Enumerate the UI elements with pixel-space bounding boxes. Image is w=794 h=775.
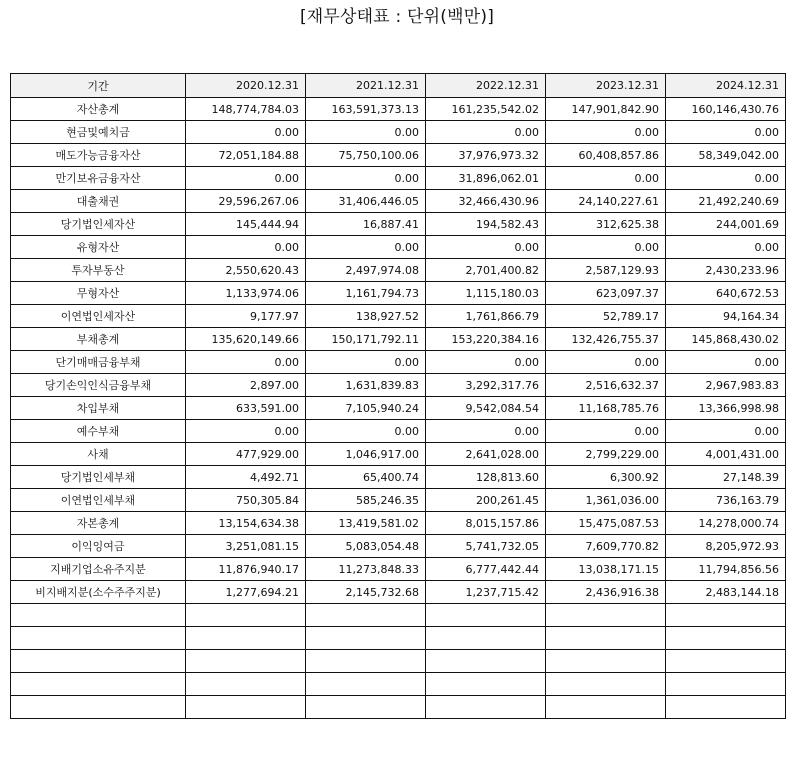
value-cell xyxy=(666,696,786,719)
value-cell: 585,246.35 xyxy=(306,489,426,512)
value-cell: 3,292,317.76 xyxy=(426,374,546,397)
value-cell xyxy=(306,650,426,673)
value-cell: 145,868,430.02 xyxy=(666,328,786,351)
value-cell: 13,154,634.38 xyxy=(186,512,306,535)
value-cell: 14,278,000.74 xyxy=(666,512,786,535)
row-label: 유형자산 xyxy=(11,236,186,259)
row-label xyxy=(11,604,186,627)
value-cell: 8,205,972.93 xyxy=(666,535,786,558)
table-row xyxy=(11,604,786,627)
row-label: 비지배지분(소수주주지분) xyxy=(11,581,186,604)
row-label: 자산총계 xyxy=(11,98,186,121)
value-cell xyxy=(306,673,426,696)
value-cell: 2,145,732.68 xyxy=(306,581,426,604)
value-cell: 153,220,384.16 xyxy=(426,328,546,351)
table-row xyxy=(11,443,786,466)
value-cell: 13,419,581.02 xyxy=(306,512,426,535)
value-cell xyxy=(426,627,546,650)
value-cell: 0.00 xyxy=(666,351,786,374)
table-body xyxy=(11,98,786,719)
value-cell: 32,466,430.96 xyxy=(426,190,546,213)
value-cell: 1,046,917.00 xyxy=(306,443,426,466)
value-cell: 24,140,227.61 xyxy=(546,190,666,213)
table-row xyxy=(11,696,786,719)
value-cell: 94,164.34 xyxy=(666,305,786,328)
row-label: 매도가능금융자산 xyxy=(11,144,186,167)
row-label: 이연법인세자산 xyxy=(11,305,186,328)
value-cell xyxy=(546,627,666,650)
row-label: 부채총계 xyxy=(11,328,186,351)
value-cell xyxy=(306,627,426,650)
value-cell xyxy=(546,696,666,719)
table-row xyxy=(11,305,786,328)
value-cell: 244,001.69 xyxy=(666,213,786,236)
value-cell: 72,051,184.88 xyxy=(186,144,306,167)
value-cell: 75,750,100.06 xyxy=(306,144,426,167)
table-row xyxy=(11,351,786,374)
value-cell: 312,625.38 xyxy=(546,213,666,236)
header-row xyxy=(11,74,786,98)
value-cell: 0.00 xyxy=(666,236,786,259)
value-cell: 2,516,632.37 xyxy=(546,374,666,397)
table-row xyxy=(11,512,786,535)
value-cell xyxy=(186,673,306,696)
value-cell xyxy=(546,604,666,627)
value-cell: 6,777,442.44 xyxy=(426,558,546,581)
row-label: 만기보유금융자산 xyxy=(11,167,186,190)
value-cell xyxy=(186,604,306,627)
value-cell xyxy=(186,650,306,673)
value-cell: 148,774,784.03 xyxy=(186,98,306,121)
row-label: 당기손익인식금융부채 xyxy=(11,374,186,397)
balance-sheet-table xyxy=(10,73,786,719)
value-cell: 2,430,233.96 xyxy=(666,259,786,282)
value-cell: 0.00 xyxy=(666,420,786,443)
row-label: 이익잉여금 xyxy=(11,535,186,558)
value-cell xyxy=(546,673,666,696)
row-label: 사채 xyxy=(11,443,186,466)
value-cell: 11,273,848.33 xyxy=(306,558,426,581)
table-row xyxy=(11,627,786,650)
row-label xyxy=(11,696,186,719)
value-cell: 2,483,144.18 xyxy=(666,581,786,604)
row-label: 당기법인세자산 xyxy=(11,213,186,236)
value-cell: 0.00 xyxy=(426,351,546,374)
value-cell: 58,349,042.00 xyxy=(666,144,786,167)
value-cell xyxy=(306,696,426,719)
table-row xyxy=(11,213,786,236)
table-row xyxy=(11,650,786,673)
value-cell: 16,887.41 xyxy=(306,213,426,236)
value-cell: 6,300.92 xyxy=(546,466,666,489)
table-row xyxy=(11,328,786,351)
value-cell: 2,641,028.00 xyxy=(426,443,546,466)
value-cell: 1,277,694.21 xyxy=(186,581,306,604)
value-cell: 11,168,785.76 xyxy=(546,397,666,420)
row-label: 당기법인세부채 xyxy=(11,466,186,489)
year-header: 2021.12.31 xyxy=(306,74,426,98)
value-cell: 0.00 xyxy=(546,420,666,443)
value-cell: 2,587,129.93 xyxy=(546,259,666,282)
table-row xyxy=(11,144,786,167)
value-cell: 21,492,240.69 xyxy=(666,190,786,213)
value-cell: 2,897.00 xyxy=(186,374,306,397)
value-cell: 138,927.52 xyxy=(306,305,426,328)
value-cell: 750,305.84 xyxy=(186,489,306,512)
table-row xyxy=(11,489,786,512)
value-cell: 0.00 xyxy=(186,236,306,259)
row-label xyxy=(11,627,186,650)
value-cell: 2,701,400.82 xyxy=(426,259,546,282)
value-cell: 0.00 xyxy=(426,121,546,144)
value-cell xyxy=(426,650,546,673)
table-row xyxy=(11,282,786,305)
value-cell xyxy=(666,650,786,673)
row-label xyxy=(11,650,186,673)
table-row xyxy=(11,673,786,696)
value-cell xyxy=(666,604,786,627)
table-row xyxy=(11,190,786,213)
table-row xyxy=(11,397,786,420)
value-cell xyxy=(666,627,786,650)
value-cell: 0.00 xyxy=(186,121,306,144)
value-cell: 0.00 xyxy=(666,121,786,144)
value-cell: 1,133,974.06 xyxy=(186,282,306,305)
year-header: 2020.12.31 xyxy=(186,74,306,98)
value-cell: 163,591,373.13 xyxy=(306,98,426,121)
row-label xyxy=(11,673,186,696)
value-cell: 31,896,062.01 xyxy=(426,167,546,190)
value-cell: 0.00 xyxy=(186,420,306,443)
value-cell: 37,976,973.32 xyxy=(426,144,546,167)
value-cell: 5,741,732.05 xyxy=(426,535,546,558)
value-cell: 128,813.60 xyxy=(426,466,546,489)
table-row xyxy=(11,121,786,144)
value-cell: 2,550,620.43 xyxy=(186,259,306,282)
table-row xyxy=(11,535,786,558)
value-cell xyxy=(666,673,786,696)
value-cell: 52,789.17 xyxy=(546,305,666,328)
row-label: 투자부동산 xyxy=(11,259,186,282)
value-cell: 0.00 xyxy=(186,351,306,374)
value-cell xyxy=(186,627,306,650)
value-cell: 13,366,998.98 xyxy=(666,397,786,420)
value-cell: 0.00 xyxy=(306,420,426,443)
value-cell: 0.00 xyxy=(306,121,426,144)
value-cell: 736,163.79 xyxy=(666,489,786,512)
year-header: 2024.12.31 xyxy=(666,74,786,98)
value-cell: 15,475,087.53 xyxy=(546,512,666,535)
value-cell: 5,083,054.48 xyxy=(306,535,426,558)
value-cell: 150,171,792.11 xyxy=(306,328,426,351)
table-row xyxy=(11,236,786,259)
table-row xyxy=(11,558,786,581)
value-cell: 633,591.00 xyxy=(186,397,306,420)
row-label: 이연법인세부채 xyxy=(11,489,186,512)
value-cell: 65,400.74 xyxy=(306,466,426,489)
value-cell: 13,038,171.15 xyxy=(546,558,666,581)
value-cell: 1,631,839.83 xyxy=(306,374,426,397)
table-row xyxy=(11,98,786,121)
value-cell: 1,115,180.03 xyxy=(426,282,546,305)
row-label: 대출채권 xyxy=(11,190,186,213)
value-cell xyxy=(546,650,666,673)
value-cell: 147,901,842.90 xyxy=(546,98,666,121)
value-cell: 1,237,715.42 xyxy=(426,581,546,604)
year-header: 2022.12.31 xyxy=(426,74,546,98)
value-cell: 4,492.71 xyxy=(186,466,306,489)
year-header: 2023.12.31 xyxy=(546,74,666,98)
value-cell: 9,177.97 xyxy=(186,305,306,328)
row-label: 단기매매금융부채 xyxy=(11,351,186,374)
value-cell: 1,161,794.73 xyxy=(306,282,426,305)
value-cell: 135,620,149.66 xyxy=(186,328,306,351)
value-cell: 1,761,866.79 xyxy=(426,305,546,328)
row-label: 현금및예치금 xyxy=(11,121,186,144)
value-cell: 477,929.00 xyxy=(186,443,306,466)
value-cell: 0.00 xyxy=(426,236,546,259)
value-cell: 0.00 xyxy=(186,167,306,190)
value-cell: 161,235,542.02 xyxy=(426,98,546,121)
value-cell: 31,406,446.05 xyxy=(306,190,426,213)
value-cell: 60,408,857.86 xyxy=(546,144,666,167)
value-cell: 160,146,430.76 xyxy=(666,98,786,121)
value-cell: 132,426,755.37 xyxy=(546,328,666,351)
value-cell: 0.00 xyxy=(546,236,666,259)
value-cell: 2,497,974.08 xyxy=(306,259,426,282)
period-header: 기간 xyxy=(11,74,186,98)
value-cell xyxy=(426,696,546,719)
value-cell: 7,609,770.82 xyxy=(546,535,666,558)
value-cell: 8,015,157.86 xyxy=(426,512,546,535)
value-cell: 9,542,084.54 xyxy=(426,397,546,420)
value-cell: 27,148.39 xyxy=(666,466,786,489)
value-cell: 1,361,036.00 xyxy=(546,489,666,512)
value-cell: 623,097.37 xyxy=(546,282,666,305)
value-cell: 11,794,856.56 xyxy=(666,558,786,581)
value-cell: 0.00 xyxy=(306,236,426,259)
value-cell: 2,799,229.00 xyxy=(546,443,666,466)
table-row xyxy=(11,466,786,489)
value-cell: 200,261.45 xyxy=(426,489,546,512)
value-cell: 0.00 xyxy=(426,420,546,443)
row-label: 예수부채 xyxy=(11,420,186,443)
value-cell xyxy=(186,696,306,719)
value-cell: 0.00 xyxy=(306,351,426,374)
value-cell: 11,876,940.17 xyxy=(186,558,306,581)
value-cell xyxy=(426,673,546,696)
table-row xyxy=(11,581,786,604)
table-row xyxy=(11,167,786,190)
table-row xyxy=(11,374,786,397)
value-cell: 0.00 xyxy=(546,351,666,374)
value-cell: 2,436,916.38 xyxy=(546,581,666,604)
row-label: 무형자산 xyxy=(11,282,186,305)
value-cell: 145,444.94 xyxy=(186,213,306,236)
value-cell xyxy=(426,604,546,627)
row-label: 차입부채 xyxy=(11,397,186,420)
row-label: 자본총계 xyxy=(11,512,186,535)
table-row xyxy=(11,259,786,282)
value-cell: 0.00 xyxy=(666,167,786,190)
value-cell: 2,967,983.83 xyxy=(666,374,786,397)
value-cell: 0.00 xyxy=(306,167,426,190)
value-cell: 29,596,267.06 xyxy=(186,190,306,213)
value-cell: 0.00 xyxy=(546,167,666,190)
value-cell: 3,251,081.15 xyxy=(186,535,306,558)
value-cell: 640,672.53 xyxy=(666,282,786,305)
value-cell: 4,001,431.00 xyxy=(666,443,786,466)
value-cell xyxy=(306,604,426,627)
table-row xyxy=(11,420,786,443)
value-cell: 0.00 xyxy=(546,121,666,144)
row-label: 지배기업소유주지분 xyxy=(11,558,186,581)
page-title: [재무상태표 : 단위(백만)] xyxy=(299,7,495,27)
value-cell: 194,582.43 xyxy=(426,213,546,236)
value-cell: 7,105,940.24 xyxy=(306,397,426,420)
